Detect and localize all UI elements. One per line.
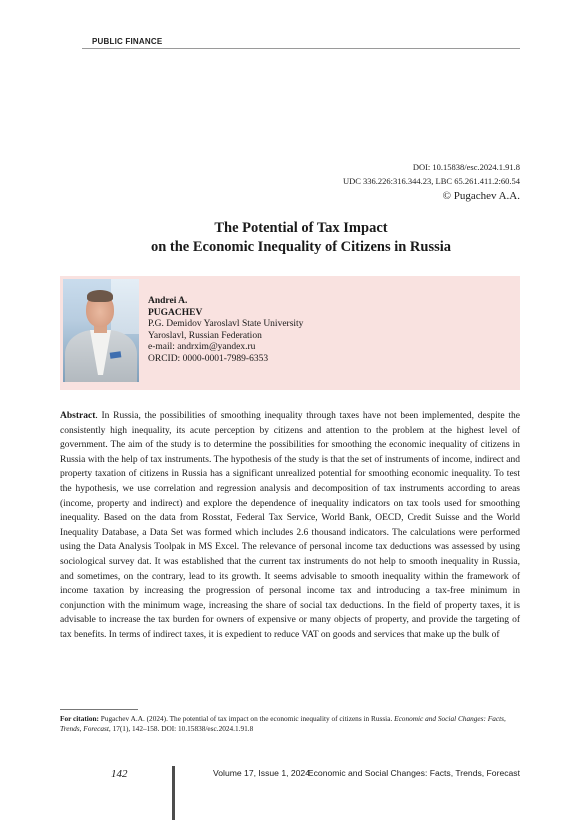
author-email: e-mail: andrxim@yandex.ru <box>148 342 256 353</box>
doi-line: DOI: 10.15838/esc.2024.1.91.8 <box>412 162 520 172</box>
header-rule <box>82 48 520 49</box>
author-first-name: Andrei A. <box>148 296 188 306</box>
author-info <box>148 296 303 366</box>
footer-journal: Economic and Social Changes: Facts, Trends, Forecast <box>307 768 520 778</box>
footnote-rule <box>60 709 138 710</box>
udc-line: UDC 336.226:316.344.23, LBC 65.261.411.2:60.54 <box>342 176 520 186</box>
citation-text-after: , 17(1), 142–158. DOI: 10.15838/esc.2024.1.91.8 <box>108 724 254 734</box>
footer-volume: Volume 17, Issue 1, 2024 <box>213 768 310 778</box>
author-last-name: PUGACHEV <box>148 307 203 318</box>
abstract-label: Abstract <box>60 411 96 421</box>
author-location: Yaroslavl, Russian Federation <box>148 330 262 341</box>
abstract-text: . In Russia, the possibilities of smoothing inequality through taxes have not been implemented, despite the consistently high inequality, its acute perception by citizens and attention to the problem at the highest level of government. The aim of the study is to determine the possibilities for smoothing the economic inequality of citizens in Russia with the help of tax instruments. The hypothesis of the study is that the set of instruments of income, indirect and property taxation of citizens in Russia has a significant unrealized potential for smoothing economic inequality. To test the hypothesis, we use correlation and regression analysis and decomposition of tax instruments according to areas (income, property and indirect) and explore the dependence of inequality indicators on tax tools used for smoothing inequality. Based on the data from Rosstat, Federal Tax Service, World Bank, OECD, Credit Suisse and the World Inequality Database, a Data Set was formed which includes 2.6 thousand indicators. The calculations were performed using the Data Analysis Toolpak in MS Excel. The relevance of personal income tax deductions was assessed by using sociological survey dat. It was established that the current tax instruments do not help to smooth inequality in Russia, and sometimes, on the contrary, lead to its growth. It seems advisable to smooth inequality within the framework of income taxation by increasing the progression of personal income tax and introducing a tax-free minimum in conjunction with the minimum wage, increasing the share of social tax deductions. In the field of property taxes, it is advisable to increase the tax burden for owners of expensive or many objects of property, and provide the targeting of tax benefits. In terms of indirect taxes, it is expedient to reduce VAT on goods and services that make up the bulk of <box>60 411 520 640</box>
citation-journal: Economic and Social Changes: Facts, Trends, Forecast <box>60 714 506 734</box>
title-line-1: The Potential of Tax Impact <box>214 220 388 236</box>
citation-label: For citation: <box>60 714 99 723</box>
title-line-2: on the Economic Inequality of Citizens in Russia <box>150 239 452 255</box>
article-title <box>82 219 520 257</box>
citation-text-before: Pugachev A.A. (2024). The potential of tax impact on the economic inequality of citizens in Russia. <box>98 714 395 723</box>
citation <box>60 714 520 735</box>
section-label: PUBLIC FINANCE <box>92 37 163 46</box>
abstract <box>60 409 520 643</box>
author-affiliation: P.G. Demidov Yaroslavl State University <box>148 319 304 330</box>
footer-divider <box>172 766 175 820</box>
author-orcid: ORCID: 0000-0001-7989-6353 <box>148 353 269 364</box>
page-number: 142 <box>111 768 128 780</box>
copyright-line: © Pugachev A.A. <box>442 190 520 202</box>
author-photo <box>63 279 139 382</box>
author-box <box>60 276 520 390</box>
